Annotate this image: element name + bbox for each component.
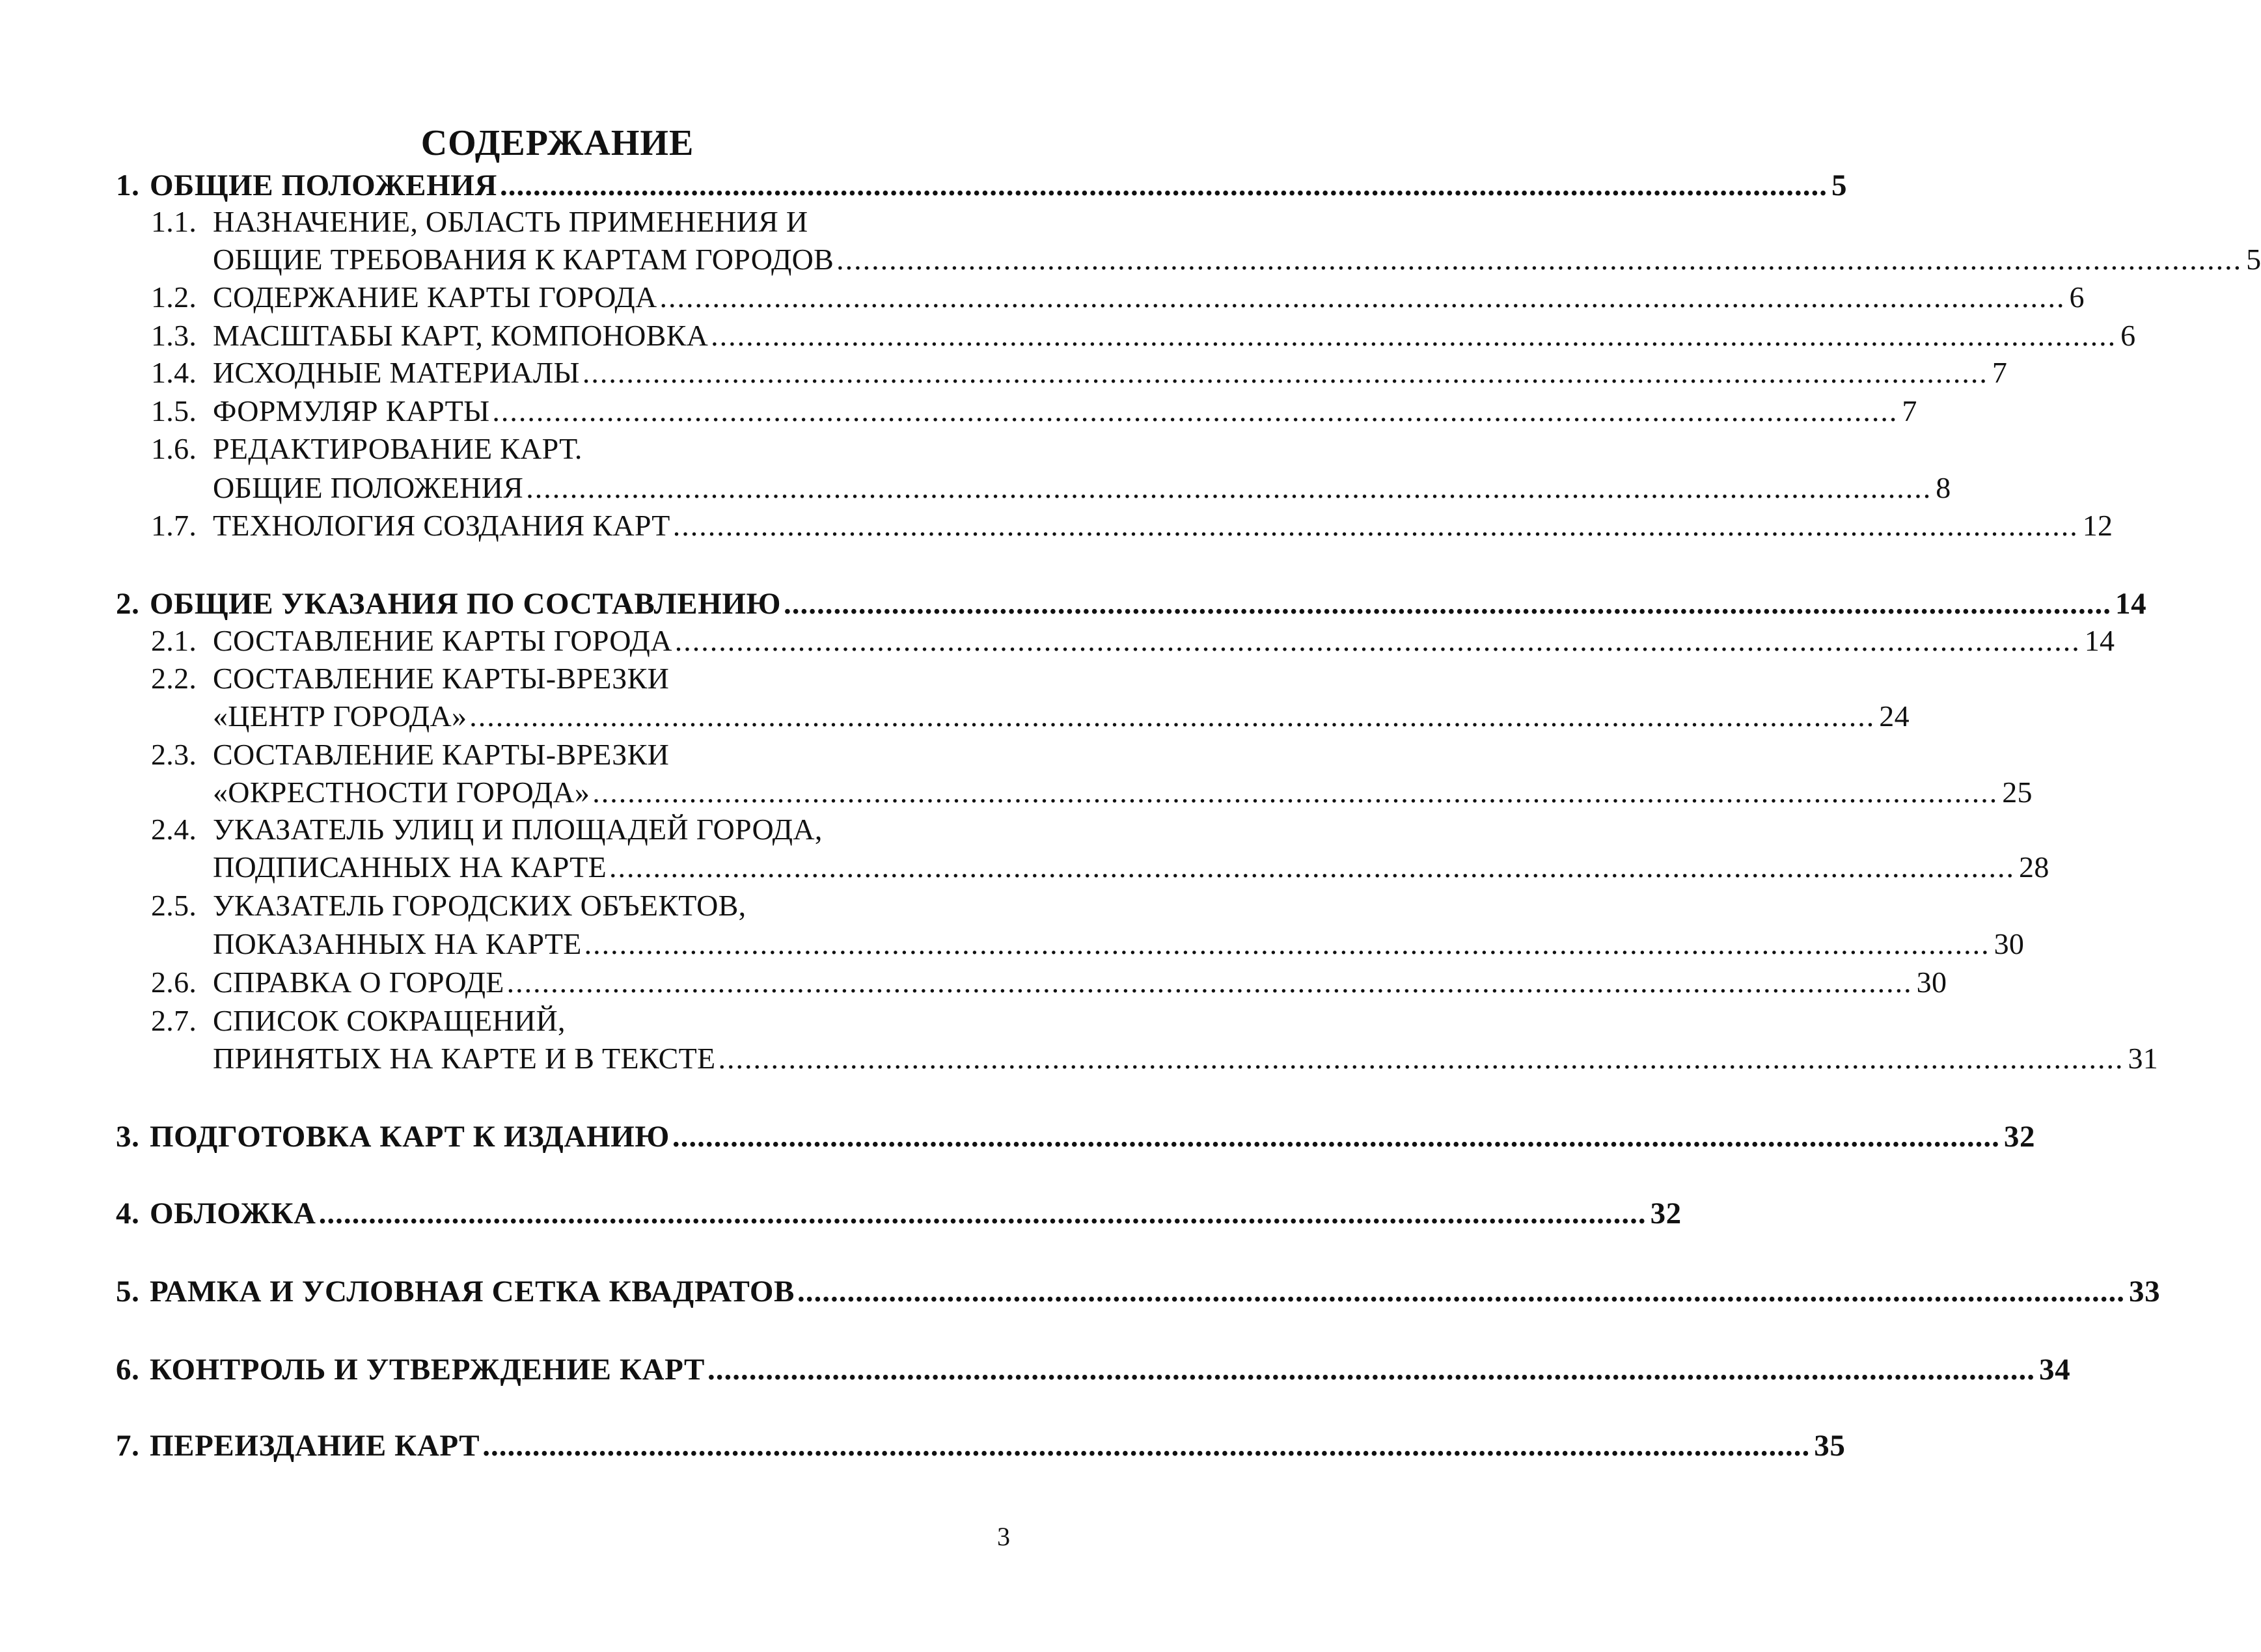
toc-entry-text: ПОДГОТОВКА КАРТ К ИЗДАНИЮ bbox=[150, 1120, 670, 1154]
toc-page-number: 7 bbox=[1902, 394, 1917, 427]
dot-leader: ................................................................................................................................................................ bbox=[584, 927, 1990, 960]
toc-entry-text: ПЕРЕИЗДАНИЕ КАРТ bbox=[150, 1429, 480, 1463]
toc-entry-text: ОБЩИЕ ПОЛОЖЕНИЯ bbox=[213, 471, 524, 504]
toc-number: 3. bbox=[116, 1120, 140, 1154]
toc-entry-text: ПРИНЯТЫХ НА КАРТЕ И В ТЕКСТЕ bbox=[213, 1042, 716, 1075]
toc-number: 2.3. bbox=[151, 738, 197, 771]
toc-entry-text: ПОДПИСАННЫХ НА КАРТЕ bbox=[213, 850, 607, 884]
toc-section bbox=[151, 394, 1917, 427]
toc-number: 1.7. bbox=[151, 509, 197, 542]
dot-leader: ................................................................................................................................................................ bbox=[659, 280, 2066, 314]
toc-section bbox=[151, 891, 969, 921]
toc-chapter bbox=[116, 1353, 2071, 1387]
toc-entry-text: СОСТАВЛЕНИЕ КАРТЫ-ВРЕЗКИ bbox=[213, 662, 670, 695]
toc-number: 1.1. bbox=[151, 205, 197, 238]
toc-entry-text: РЕДАКТИРОВАНИЕ КАРТ. bbox=[213, 432, 582, 465]
toc-page-number: 32 bbox=[2003, 1120, 2036, 1154]
toc-section bbox=[151, 624, 2115, 657]
toc-section bbox=[151, 509, 2113, 542]
toc-number: 2.7. bbox=[151, 1004, 197, 1037]
toc-continuation bbox=[213, 1042, 2159, 1075]
toc-number: 2.2. bbox=[151, 662, 197, 695]
dot-leader: ................................................................................................................................................................ bbox=[318, 1197, 1647, 1230]
page-title: СОДЕРЖАНИЕ bbox=[420, 123, 694, 163]
toc-entry-text: МАСШТАБЫ КАРТ, КОМПОНОВКА bbox=[213, 319, 709, 352]
dot-leader: ................................................................................................................................................................ bbox=[526, 471, 1932, 504]
toc-continuation bbox=[213, 699, 1910, 733]
toc-number: 1.4. bbox=[151, 356, 197, 389]
toc-entry-text: ФОРМУЛЯР КАРТЫ bbox=[213, 394, 490, 427]
toc-entry-text: ТЕХНОЛОГИЯ СОЗДАНИЯ КАРТ bbox=[213, 509, 670, 542]
dot-leader: ................................................................................................................................................................ bbox=[672, 509, 2079, 542]
dot-leader: ................................................................................................................................................................ bbox=[718, 1042, 2124, 1075]
toc-chapter bbox=[116, 1120, 2036, 1154]
toc-page-number: 5 bbox=[2246, 243, 2261, 276]
toc-chapter bbox=[116, 1275, 2161, 1308]
toc-section bbox=[151, 664, 969, 694]
dot-leader: ................................................................................................................................................................ bbox=[499, 169, 1828, 202]
toc-section bbox=[151, 356, 2008, 389]
toc-page-number: 12 bbox=[2082, 509, 2113, 542]
dot-leader: ................................................................................................................................................................ bbox=[592, 776, 1999, 809]
dot-leader: ................................................................................................................................................................ bbox=[784, 587, 2111, 621]
toc-page-number: 32 bbox=[1650, 1197, 1682, 1230]
dot-leader: ................................................................................................................................................................ bbox=[582, 356, 1988, 389]
toc-chapter bbox=[116, 169, 1848, 202]
dot-leader: ................................................................................................................................................................ bbox=[797, 1275, 2125, 1308]
dot-leader: ................................................................................................................................................................ bbox=[506, 966, 1913, 999]
toc-entry-text: УКАЗАТЕЛЬ УЛИЦ И ПЛОЩАДЕЙ ГОРОДА, bbox=[213, 813, 823, 846]
dot-leader: ................................................................................................................................................................ bbox=[707, 1353, 2035, 1387]
toc-section bbox=[151, 319, 2136, 352]
toc-page-number: 35 bbox=[1814, 1429, 1846, 1463]
toc-number: 7. bbox=[116, 1429, 140, 1463]
dot-leader: ................................................................................................................................................................ bbox=[674, 624, 2081, 657]
toc-entry-text: СПИСОК СОКРАЩЕНИЙ, bbox=[213, 1004, 566, 1037]
toc-number: 2. bbox=[116, 587, 140, 621]
toc-entry-text: «ОКРЕСТНОСТИ ГОРОДА» bbox=[213, 776, 590, 809]
toc-page-number: 5 bbox=[1831, 169, 1848, 202]
toc-page-number: 24 bbox=[1879, 699, 1910, 733]
toc-number: 4. bbox=[116, 1197, 140, 1230]
toc-continuation bbox=[213, 850, 2049, 884]
toc-entry-text: НАЗНАЧЕНИЕ, ОБЛАСТЬ ПРИМЕНЕНИЯ И bbox=[213, 205, 808, 238]
toc-entry-text: СОСТАВЛЕНИЕ КАРТЫ ГОРОДА bbox=[213, 624, 672, 657]
toc-page-number: 30 bbox=[1994, 927, 2025, 960]
toc-section bbox=[151, 966, 1947, 999]
toc-chapter bbox=[116, 1429, 1846, 1463]
toc-section bbox=[151, 434, 969, 464]
toc-entry-text: ОБЩИЕ ТРЕБОВАНИЯ К КАРТАМ ГОРОДОВ bbox=[213, 243, 834, 276]
toc-section bbox=[151, 815, 969, 845]
toc-entry-text: ИСХОДНЫЕ МАТЕРИАЛЫ bbox=[213, 356, 580, 389]
toc-page-number: 25 bbox=[2002, 776, 2033, 809]
toc-number: 1.6. bbox=[151, 432, 197, 465]
toc-entry-text: СОСТАВЛЕНИЕ КАРТЫ-ВРЕЗКИ bbox=[213, 738, 670, 771]
dot-leader: ................................................................................................................................................................ bbox=[672, 1120, 2000, 1154]
dot-leader: ................................................................................................................................................................ bbox=[836, 243, 2243, 276]
toc-page-number: 31 bbox=[2128, 1042, 2159, 1075]
toc-page-number: 14 bbox=[2115, 587, 2147, 621]
toc-section bbox=[151, 207, 969, 237]
toc-section bbox=[151, 740, 969, 770]
dot-leader: ................................................................................................................................................................ bbox=[492, 394, 1898, 427]
toc-entry-text: ОБЩИЕ УКАЗАНИЯ ПО СОСТАВЛЕНИЮ bbox=[150, 587, 781, 621]
toc-page-number: 8 bbox=[1936, 471, 1951, 504]
toc-entry-text: СОДЕРЖАНИЕ КАРТЫ ГОРОДА bbox=[213, 280, 657, 314]
page-number: 3 bbox=[997, 1522, 1010, 1551]
toc-continuation bbox=[213, 927, 2025, 960]
toc-number: 6. bbox=[116, 1353, 140, 1387]
toc-number: 2.6. bbox=[151, 966, 197, 999]
toc-continuation bbox=[213, 243, 2261, 276]
toc-number: 2.4. bbox=[151, 813, 197, 846]
toc-number: 2.1. bbox=[151, 624, 197, 657]
toc-entry-text: «ЦЕНТР ГОРОДА» bbox=[213, 699, 467, 733]
toc-number: 5. bbox=[116, 1275, 140, 1308]
toc-section bbox=[151, 280, 2085, 314]
toc-page-number: 7 bbox=[1992, 356, 2008, 389]
toc-number: 1.3. bbox=[151, 319, 197, 352]
toc-entry-text: УКАЗАТЕЛЬ ГОРОДСКИХ ОБЪЕКТОВ, bbox=[213, 889, 747, 922]
toc-page-number: 6 bbox=[2120, 319, 2136, 352]
toc-page-number: 33 bbox=[2128, 1275, 2161, 1308]
toc-chapter bbox=[116, 587, 2147, 621]
toc-page-number: 30 bbox=[1916, 966, 1947, 999]
toc-number: 2.5. bbox=[151, 889, 197, 922]
toc-number: 1.2. bbox=[151, 280, 197, 314]
toc-page-number: 6 bbox=[2069, 280, 2085, 314]
toc-number: 1. bbox=[116, 169, 140, 202]
dot-leader: ................................................................................................................................................................ bbox=[482, 1429, 1811, 1463]
toc-chapter bbox=[116, 1197, 1682, 1230]
toc-number: 1.5. bbox=[151, 394, 197, 427]
toc-page-number: 14 bbox=[2084, 624, 2115, 657]
toc-entry-text: ОБЩИЕ ПОЛОЖЕНИЯ bbox=[150, 169, 497, 202]
toc-continuation bbox=[213, 471, 1951, 504]
dot-leader: ................................................................................................................................................................ bbox=[469, 699, 1876, 733]
toc-page-number: 34 bbox=[2039, 1353, 2071, 1387]
toc-page-number: 28 bbox=[2019, 850, 2049, 884]
toc-entry-text: СПРАВКА О ГОРОДЕ bbox=[213, 966, 504, 999]
dot-leader: ................................................................................................................................................................ bbox=[711, 319, 2117, 352]
toc-entry-text: ОБЛОЖКА bbox=[150, 1197, 316, 1230]
toc-entry-text: РАМКА И УСЛОВНАЯ СЕТКА КВАДРАТОВ bbox=[150, 1275, 795, 1308]
dot-leader: ................................................................................................................................................................ bbox=[609, 850, 2016, 884]
toc-entry-text: КОНТРОЛЬ И УТВЕРЖДЕНИЕ КАРТ bbox=[150, 1353, 705, 1387]
toc-section bbox=[151, 1006, 969, 1036]
toc-continuation bbox=[213, 776, 2033, 809]
toc-entry-text: ПОКАЗАННЫХ НА КАРТЕ bbox=[213, 927, 582, 960]
